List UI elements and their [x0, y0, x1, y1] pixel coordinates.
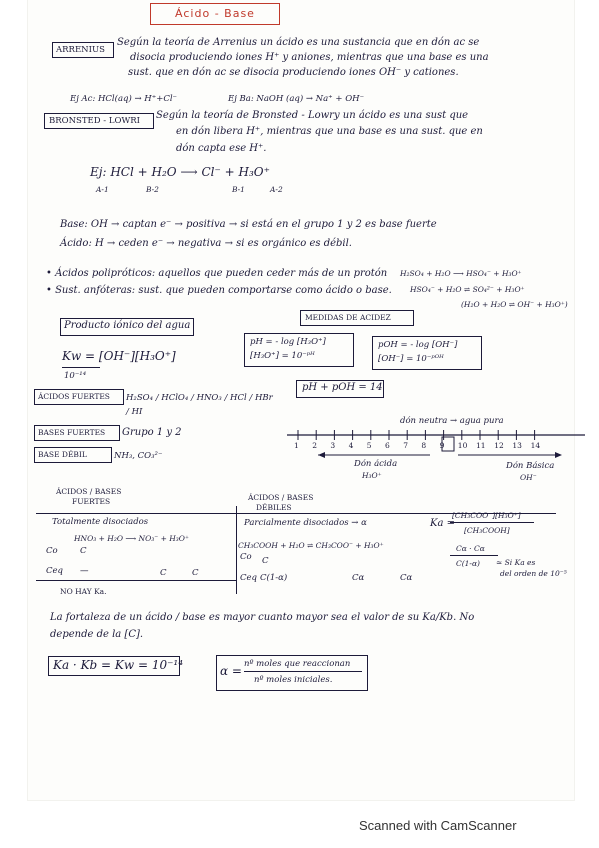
pair-label-b2: B-2 [146, 185, 159, 194]
ionic-product-label: Producto iónico del agua [64, 320, 191, 331]
strong-acids-label: ÁCIDOS FUERTES [38, 392, 110, 401]
arrhenius-line-1: Según la teoría de Arrenius un ácido es una sustancia que en dón ac se [117, 37, 480, 48]
alpha-lhs: α = [220, 664, 242, 678]
weak-col-head-2: DÉBILES [256, 503, 292, 512]
polyprotic-reaction-2: HSO₄⁻ + H₂O ⇌ SO₄²⁻ + H₃O⁺ [410, 285, 525, 294]
ph-tick-label: 3 [330, 441, 336, 450]
table-divider [236, 506, 237, 594]
strong-ceq-2: C [160, 568, 167, 578]
strong-col-title: Totalmente disociados [52, 517, 149, 527]
pair-label-b1: B-1 [232, 185, 245, 194]
kw-underline [62, 367, 100, 368]
ka-lhs: Ka = [430, 518, 455, 529]
alpha-denominator: nº moles iniciales. [254, 675, 333, 685]
arrhenius-base-example: Ej Ba: NaOH (aq) → Na⁺ + OH⁻ [228, 94, 365, 104]
scale-neutral-note: dón neutra → agua pura [400, 416, 504, 426]
ka-fraction-line [450, 522, 534, 523]
ph-tick-label: 8 [421, 441, 427, 450]
ka-denominator: [CH₃COOH] [464, 526, 510, 535]
weak-ceq-3: Cα [400, 573, 413, 583]
ph-tick-label: 7 [403, 441, 408, 450]
polyprotic-text: • Ácidos polipróticos: aquellos que pueden ceder más de un protón [46, 268, 388, 279]
strong-col-head-1: ÁCIDOS / BASES [56, 487, 122, 496]
strong-ceq-1: — [80, 566, 89, 576]
amphoteric-reaction: (H₂O + H₂O ⇌ OH⁻ + H₃O⁺) [461, 300, 568, 309]
bronsted-line-3: dón capta ese H⁺. [176, 143, 267, 154]
base-definition: Base: OH → captan e⁻ → positiva → si está en el grupo 1 y 2 es base fuerte [60, 219, 437, 230]
ka-step-line [450, 555, 498, 556]
ph-tick-label: 9 [439, 441, 445, 450]
ph-tick-label: 14 [530, 441, 541, 450]
weak-ceq-label: Ceq [240, 573, 257, 583]
h3o-formula: [H₃O⁺] = 10⁻ᵖᴴ [250, 351, 315, 361]
weak-co-value: C [262, 556, 269, 566]
poh-formula: pOH = - log [OH⁻] [378, 340, 458, 350]
kw-formula: Kw = [OH⁻][H₃O⁺] [62, 349, 176, 363]
strong-ceq-label: Ceq [46, 566, 63, 576]
weak-col-head-1: ÁCIDOS / BASES [248, 493, 314, 502]
arrhenius-label: ARRENIUS [56, 45, 105, 55]
arrhenius-line-2: disocia produciendo iones H⁺ y aniones, mientras que una base es una [130, 52, 489, 63]
strong-co-value: C [80, 546, 87, 556]
weak-base-text: NH₃, CO₃²⁻ [114, 451, 163, 461]
acid-definition: Ácido: H → ceden e⁻ → negativa → si es orgánico es débil. [60, 238, 352, 249]
weak-ceq-1: C(1-α) [260, 573, 288, 583]
scanner-watermark: Scanned with CamScanner [359, 818, 517, 833]
ph-tick-label: 6 [385, 441, 390, 450]
weak-reaction: CH₃COOH + H₂O ⇌ CH₃COO⁻ + H₃O⁺ [238, 541, 384, 550]
amphoteric-text: • Sust. anfóteras: sust. que pueden comportarse como ácido o base. [46, 285, 392, 296]
kakb-formula: Ka · Kb = Kw = 10⁻¹⁴ [53, 658, 184, 672]
ka-numerator: [CH₃COO⁻][H₃O⁺] [452, 511, 521, 520]
ka-note-1: ≃ Si Ka es [496, 558, 536, 567]
ph-tick-label: 13 [512, 441, 522, 450]
ph-tick-label: 10 [457, 441, 468, 450]
strong-bases-label: BASES FUERTES [38, 428, 106, 437]
strong-co-label: Co [46, 546, 58, 556]
strength-line-1: La fortaleza de un ácido / base es mayor cuanto mayor sea el valor de su Ka/Kb. No [50, 612, 475, 623]
arrhenius-line-3: sust. que en dón ac se disocia produciendo iones OH⁻ y cationes. [128, 67, 459, 78]
bronsted-label: BRONSTED - LOWRI [49, 116, 140, 126]
strong-col-head-2: FUERTES [72, 497, 111, 506]
ph-tick-label: 4 [348, 441, 354, 450]
weak-col-title: Parcialmente disociados → α [244, 518, 367, 528]
polyprotic-reaction-1: H₂SO₄ + H₂O ⟶ HSO₄⁻ + H₃O⁺ [400, 269, 522, 278]
arrhenius-acid-example: Ej Ac: HCl(aq) → H⁺+Cl⁻ [70, 94, 178, 104]
acid-region-ion: H₃O⁺ [362, 471, 382, 480]
strong-bases-text: Grupo 1 y 2 [122, 427, 182, 438]
oh-formula: [OH⁻] = 10⁻ᵖᴼᴴ [378, 354, 444, 364]
ph-formula: pH = - log [H₃O⁺] [250, 337, 326, 347]
acidity-measures-label: MEDIDAS DE ACIDEZ [305, 313, 391, 322]
pair-label-a2: A-2 [270, 185, 283, 194]
bronsted-line-1: Según la teoría de Bronsted - Lowry un ácido es una sust que [156, 110, 469, 121]
ph-tick-label: 11 [476, 441, 486, 450]
strong-acids-list: H₂SO₄ / HClO₄ / HNO₃ / HCl / HBr / HI [126, 393, 273, 417]
weak-co-label: Co [240, 552, 252, 562]
page-title: Ácido - Base [150, 3, 280, 25]
weak-ceq-2: Cα [352, 573, 365, 583]
bronsted-line-2: en dón libera H⁺, mientras que una base es una sust. que en [176, 126, 483, 137]
ph-tick-label: 2 [312, 441, 317, 450]
strong-ceq-3: C [192, 568, 199, 578]
alpha-fraction-line [244, 671, 362, 672]
strength-line-2: depende de la [C]. [50, 629, 144, 640]
no-ka-note: NO HAY Ka. [60, 587, 107, 596]
strong-bottom-rule [36, 580, 236, 581]
strong-reaction: HNO₃ + H₂O ⟶ NO₃⁻ + H₃O⁺ [74, 534, 189, 543]
basic-region-label: Dón Básica [506, 461, 555, 471]
bronsted-example: Ej: HCl + H₂O ⟶ Cl⁻ + H₃O⁺ [90, 165, 270, 179]
pair-label-a1: A-1 [96, 185, 109, 194]
ph-tick-label: 1 [294, 441, 299, 450]
ph-tick-label: 12 [494, 441, 504, 450]
kw-value: 10⁻¹⁴ [64, 371, 87, 381]
weak-base-label: BASE DÉBIL [38, 450, 87, 459]
alpha-numerator: nº moles que reaccionan [244, 659, 351, 669]
ka-step-numerator: Cα · Cα [456, 544, 485, 553]
acid-region-label: Dón ácida [354, 459, 398, 469]
ph-tick-label: 5 [366, 441, 372, 450]
ph-sum: pH + pOH = 14 [302, 382, 383, 393]
ka-note-2: del orden de 10⁻⁵ [500, 569, 567, 578]
ka-step-denominator: C(1-α) [456, 559, 480, 568]
basic-region-ion: OH⁻ [520, 473, 537, 482]
